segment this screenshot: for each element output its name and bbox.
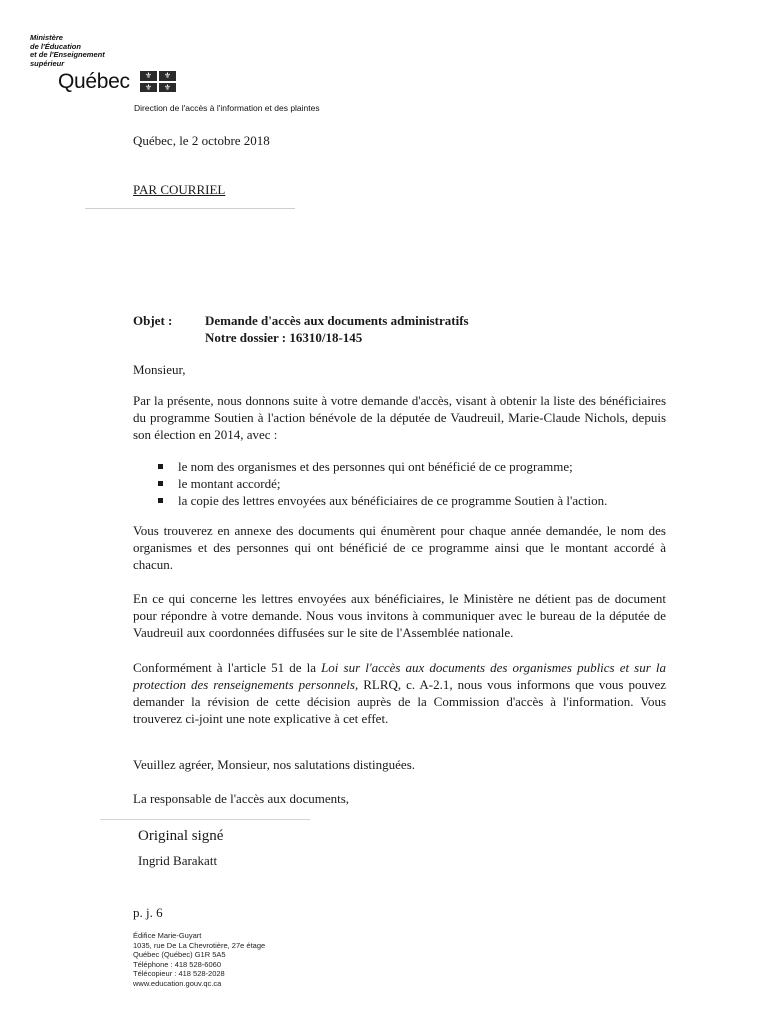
signer-role: La responsable de l'accès aux documents, [133, 791, 350, 806]
quebec-flag-icon [140, 71, 176, 92]
file-number: Notre dossier : 16310/18-145 [205, 330, 363, 345]
letter-date: Québec, le 2 octobre 2018 [133, 133, 270, 148]
subject-label: Objet : [133, 313, 173, 328]
subject-title: Demande d'accès aux documents administratifs [205, 313, 469, 328]
ministry-name [30, 34, 105, 68]
fleur-de-lis-icon: ⚜ [159, 83, 176, 93]
ministry-line: et de l'Enseignement [30, 50, 105, 59]
list-item: la copie des lettres envoyées aux bénéficiaires de ce programme Soutien à l'action. [158, 492, 678, 509]
address-line: 1035, rue De La Chevrotière, 27e étage [133, 940, 266, 950]
list-item: le montant accordé; [158, 475, 678, 492]
paragraph-letters: En ce qui concerne les lettres envoyées aux bénéficiaires, le Ministère ne détient pas de document pour répondre à votre demande. Nous vous invitons à communiquer avec le bureau de la députée de Vaudreuil aux coordonnées diffusées sur le site de l'Assemblée nationale. [133, 591, 666, 640]
paragraph-annex: Vous trouverez en annexe des documents qui énumèrent pour chaque année demandée, le nom des organismes et des personnes qui ont bénéficié de ce programme ainsi que le montant accordé à chacun. [133, 523, 666, 572]
phone-line: Téléphone : 418 528-6060 [133, 959, 221, 969]
paragraph-legal [133, 659, 666, 727]
enclosures: p. j. 6 [133, 905, 163, 920]
ministry-line: supérieur [30, 58, 65, 68]
closing-formula: Veuillez agréer, Monsieur, nos salutations distinguées. [133, 757, 416, 772]
legal-text-rest: RLRQ, c. A-2.1, nous vous informons que vous pouvez demander la révision de cette décision auprès de la Commission d'accès à l'information. Vous trouverez ci-joint une note explicative à cet effet. [133, 677, 666, 726]
address-line: Québec (Québec) G1R 5A5 [133, 950, 226, 960]
fleur-de-lis-icon: ⚜ [140, 83, 157, 93]
signature: Original signé [138, 828, 224, 844]
paragraph-request: Par la présente, nous donnons suite à votre demande d'accès, visant à obtenir la liste des bénéficiaires du programme Soutien à l'action bénévole de la députée de Vaudreuil, Marie-Claude Nichols, depuis son élection en 2014, avec : [133, 393, 666, 442]
department-name: Direction de l'accès à l'information et des plaintes [134, 103, 320, 113]
signer-name: Ingrid Barakatt [138, 853, 218, 868]
website-line: www.education.gouv.qc.ca [133, 978, 222, 988]
salutation: Monsieur, [133, 362, 186, 377]
fleur-de-lis-icon: ⚜ [140, 71, 157, 81]
ministry-line: de l'Éducation [30, 41, 81, 51]
law-title: Loi sur l'accès aux documents des organismes publics et sur la protection des renseignements personnels, [133, 660, 666, 692]
footer-address [133, 931, 265, 989]
government-logo-text: Québec [58, 70, 130, 93]
fleur-de-lis-icon: ⚜ [159, 71, 176, 81]
legal-text-intro: Conformément à l'article 51 de la [133, 660, 322, 675]
divider [85, 208, 295, 209]
signature-divider [100, 819, 310, 820]
address-line: Édifice Marie-Guyart [133, 931, 202, 940]
ministry-line: Ministère [30, 33, 63, 42]
list-item: le nom des organismes et des personnes qui ont bénéficié de ce programme; [158, 458, 678, 475]
fax-line: Télécopieur : 418 528-2028 [133, 969, 225, 979]
delivery-method: PAR COURRIEL [133, 182, 226, 197]
request-items-list [158, 458, 678, 509]
